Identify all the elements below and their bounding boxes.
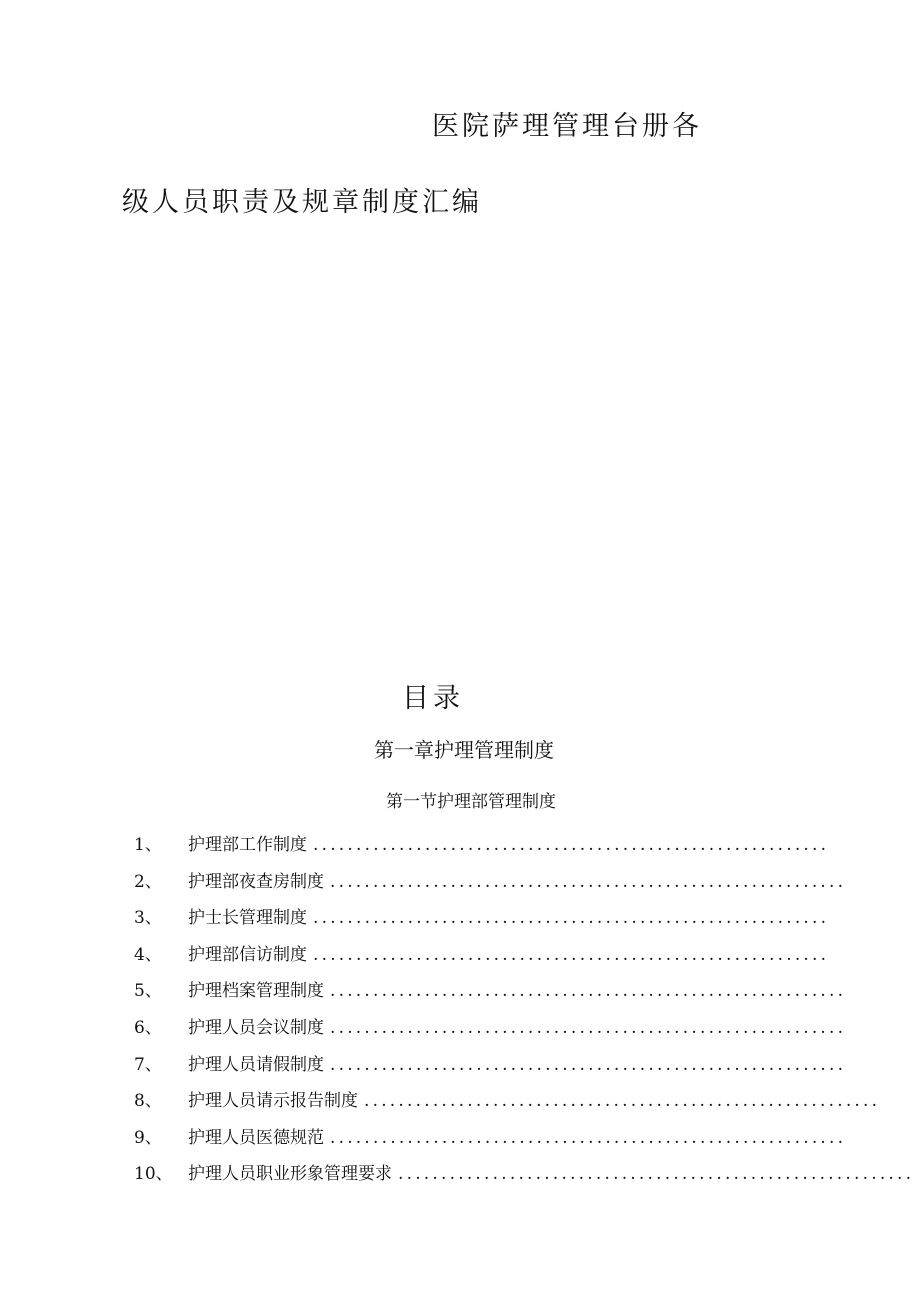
toc-item[interactable] <box>134 1050 847 1087</box>
toc-item-label: 护理人员请假制度 <box>188 1054 324 1075</box>
toc-item-label: 护理部信访制度 <box>188 944 307 965</box>
toc-item-number: 3、 <box>134 908 162 929</box>
toc-item[interactable] <box>134 1086 881 1123</box>
toc-leader-dots: ............................................................ <box>313 908 830 929</box>
toc-item-label: 护理部工作制度 <box>188 835 307 855</box>
toc-item-label: 护理档案管理制度 <box>188 981 324 1002</box>
toc-item-number: 6、 <box>134 1017 162 1038</box>
toc-item-label: 护理人员职业形象管理要求 <box>188 1164 392 1185</box>
toc-item-number: 5、 <box>134 981 162 1002</box>
toc-item-label: 护理人员医德规范 <box>188 1127 324 1148</box>
toc-item-number: 9、 <box>134 1127 162 1148</box>
toc-leader-dots: ............................................................ <box>330 1017 847 1038</box>
toc-item[interactable] <box>134 903 830 940</box>
toc-item[interactable] <box>134 976 847 1013</box>
section-title: 第一节护理部管理制度 <box>386 792 556 812</box>
chapter-title: 第一章护理管理制度 <box>374 738 554 762</box>
toc-item[interactable] <box>134 940 830 977</box>
toc-leader-dots: ............................................................ <box>398 1164 915 1185</box>
toc-heading: 目录 <box>402 683 464 714</box>
toc-leader-dots: ............................................................ <box>364 1091 881 1112</box>
toc-item[interactable] <box>134 1159 915 1196</box>
toc-leader-dots: ............................................................ <box>313 944 830 965</box>
toc-list <box>134 830 915 1196</box>
toc-item[interactable] <box>134 830 830 867</box>
toc-item[interactable] <box>134 1123 847 1160</box>
toc-item-label: 护理人员会议制度 <box>188 1017 324 1038</box>
toc-item-number: 10、 <box>134 1164 173 1185</box>
toc-item[interactable] <box>134 867 847 904</box>
document-title-line1: 医院萨理管理台册各 <box>432 111 702 142</box>
toc-leader-dots: ............................................................ <box>330 871 847 892</box>
toc-leader-dots: ............................................................ <box>313 835 830 855</box>
toc-item[interactable] <box>134 1013 847 1050</box>
toc-item-number: 1、 <box>134 835 162 855</box>
document-title-line2: 级人员职责及规章制度汇编 <box>122 187 482 218</box>
toc-item-label: 护理部夜查房制度 <box>188 871 324 892</box>
toc-leader-dots: ............................................................ <box>330 1054 847 1075</box>
toc-leader-dots: ............................................................ <box>330 1127 847 1148</box>
toc-leader-dots: ............................................................ <box>330 981 847 1002</box>
toc-item-number: 7、 <box>134 1054 162 1075</box>
toc-item-number: 4、 <box>134 944 162 965</box>
toc-item-number: 8、 <box>134 1091 162 1112</box>
toc-item-label: 护理人员请示报告制度 <box>188 1091 358 1112</box>
toc-item-label: 护士长管理制度 <box>188 908 307 929</box>
toc-item-number: 2、 <box>134 871 162 892</box>
